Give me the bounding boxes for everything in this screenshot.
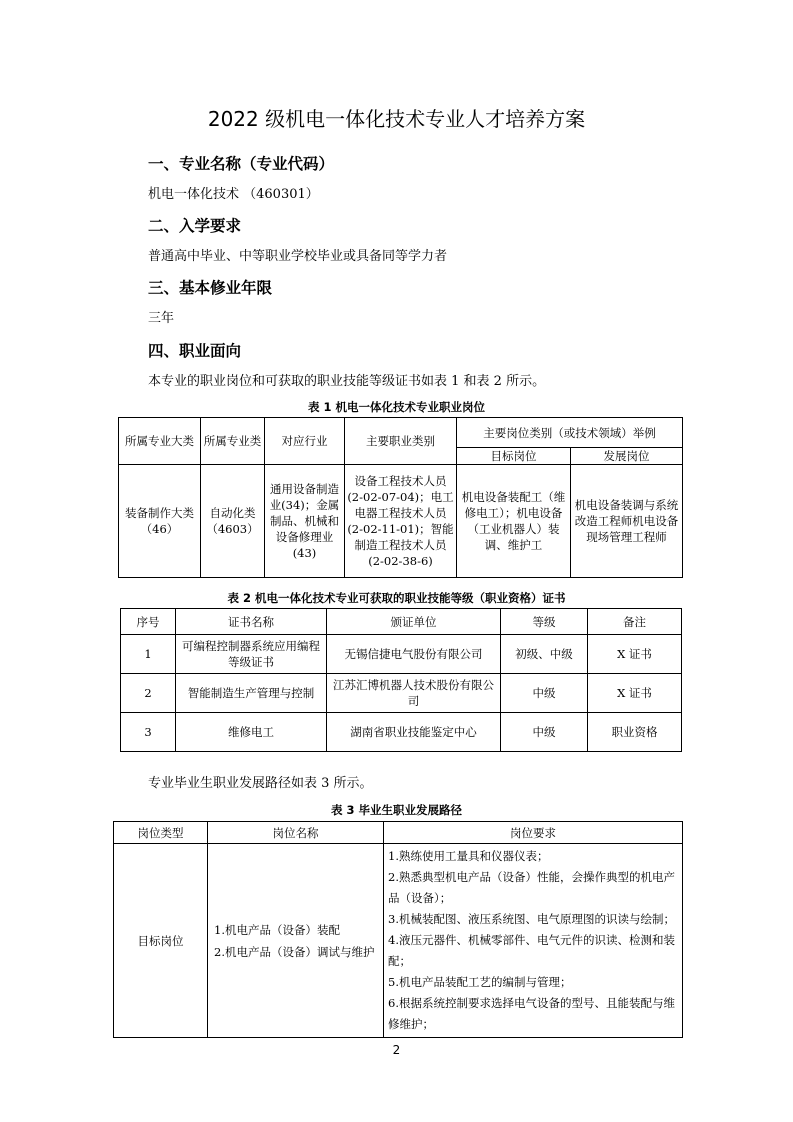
t2-cell-index: 1 — [121, 635, 176, 674]
t2-cell-cert: 维修电工 — [176, 713, 327, 752]
document-title: 2022 级机电一体化技术专业人才培养方案 — [207, 107, 586, 131]
t1-header-occupation: 主要职业类别 — [345, 418, 457, 465]
t1-cell-category: 装备制作大类（46） — [119, 465, 201, 578]
t2-cell-issuer: 江苏汇博机器人技术股份有限公司 — [327, 674, 501, 713]
table3-caption: 表 3 毕业生职业发展路径 — [330, 803, 462, 817]
t2-header-index: 序号 — [121, 609, 176, 635]
t1-header-class: 所属专业类 — [201, 418, 265, 465]
position-name: 1.机电产品（设备）装配 — [214, 922, 340, 937]
t2-header-issuer: 颁证单位 — [327, 609, 501, 635]
t3-cell-requirements — [384, 844, 683, 1038]
requirement-item: 3.机械装配图、液压系统图、电气原理图的识读与绘制； — [388, 912, 675, 926]
t2-cell-note: 职业资格 — [588, 713, 682, 752]
requirement-item: 4.液压元器件、机械零部件、电气元件的识读、检测和装配； — [388, 933, 675, 968]
t2-cell-level: 中级 — [501, 713, 588, 752]
position-name: 2.机电产品（设备）调试与维护 — [214, 944, 375, 959]
t3-cell-type: 目标岗位 — [114, 844, 208, 1038]
table-row — [121, 674, 682, 713]
t1-cell-industry: 通用设备制造业(34)；金属制品、机械和设备修理业(43) — [265, 465, 345, 578]
career-positions-table — [118, 417, 683, 578]
certificates-table — [120, 608, 682, 752]
section-heading-admission: 二、入学要求 — [148, 217, 242, 235]
t3-header-name: 岗位名称 — [208, 822, 384, 844]
t1-cell-class: 自动化类（4603） — [201, 465, 265, 578]
t2-cell-level: 初级、中级 — [501, 635, 588, 674]
t2-header-note: 备注 — [588, 609, 682, 635]
t3-header-requirements: 岗位要求 — [384, 822, 683, 844]
t1-cell-development: 机电设备装调与系统改造工程师机电设备现场管理工程师 — [571, 465, 683, 578]
t3-cell-names — [208, 844, 384, 1038]
section-text-career: 本专业的职业岗位和可获取的职业技能等级证书如表 1 和表 2 所示。 — [148, 374, 546, 389]
t2-cell-level: 中级 — [501, 674, 588, 713]
requirement-item: 6.根据系统控制要求选择电气设备的型号、且能装配与维修维护； — [388, 996, 675, 1031]
t2-cell-note: X 证书 — [588, 674, 682, 713]
section-text-duration: 三年 — [148, 311, 175, 326]
t1-header-development: 发展岗位 — [571, 448, 683, 465]
section-heading-career: 四、职业面向 — [148, 342, 242, 360]
section-text-name: 机电一体化技术 （460301） — [148, 187, 319, 202]
table-row — [121, 635, 682, 674]
paragraph-career-path: 专业毕业生职业发展路径如表 3 所示。 — [148, 776, 373, 791]
table-row — [114, 844, 683, 1038]
requirement-item: 2.熟悉典型机电产品（设备）性能，会操作典型的机电产品（设备）； — [388, 870, 675, 905]
career-path-table — [113, 821, 683, 1038]
t2-cell-issuer: 湖南省职业技能鉴定中心 — [327, 713, 501, 752]
table-row — [121, 713, 682, 752]
t2-cell-index: 2 — [121, 674, 176, 713]
t2-cell-cert: 智能制造生产管理与控制 — [176, 674, 327, 713]
t2-header-level: 等级 — [501, 609, 588, 635]
t1-header-category: 所属专业大类 — [119, 418, 201, 465]
t2-cell-cert: 可编程控制器系统应用编程等级证书 — [176, 635, 327, 674]
t2-header-cert: 证书名称 — [176, 609, 327, 635]
t1-header-positions: 主要岗位类别（或技术领域）举例 — [457, 418, 683, 448]
section-heading-duration: 三、基本修业年限 — [148, 279, 273, 297]
table2-caption: 表 2 机电一体化技术专业可获取的职业技能等级（职业资格）证书 — [227, 591, 566, 605]
requirement-item: 5.机电产品装配工艺的编制与管理； — [388, 975, 572, 989]
requirement-item: 1.熟练使用工量具和仪器仪表； — [388, 849, 549, 863]
t2-cell-issuer: 无锡信捷电气股份有限公司 — [327, 635, 501, 674]
t3-header-type: 岗位类型 — [114, 822, 208, 844]
t1-cell-target: 机电设备装配工（维修电工）；机电设备（工业机器人）装调、维护工 — [457, 465, 571, 578]
t2-cell-note: X 证书 — [588, 635, 682, 674]
t1-header-target: 目标岗位 — [457, 448, 571, 465]
t2-cell-index: 3 — [121, 713, 176, 752]
page-number: 2 — [392, 1043, 401, 1057]
section-text-admission: 普通高中毕业、中等职业学校毕业或具备同等学力者 — [148, 249, 448, 264]
t1-header-industry: 对应行业 — [265, 418, 345, 465]
t1-cell-occupation: 设备工程技术人员(2-02-07-04)；电工电器工程技术人员(2-02-11-01)；智能制造工程技术人员(2-02-38-6) — [345, 465, 457, 578]
table1-caption: 表 1 机电一体化技术专业职业岗位 — [307, 400, 485, 414]
section-heading-name: 一、专业名称（专业代码） — [148, 155, 335, 173]
